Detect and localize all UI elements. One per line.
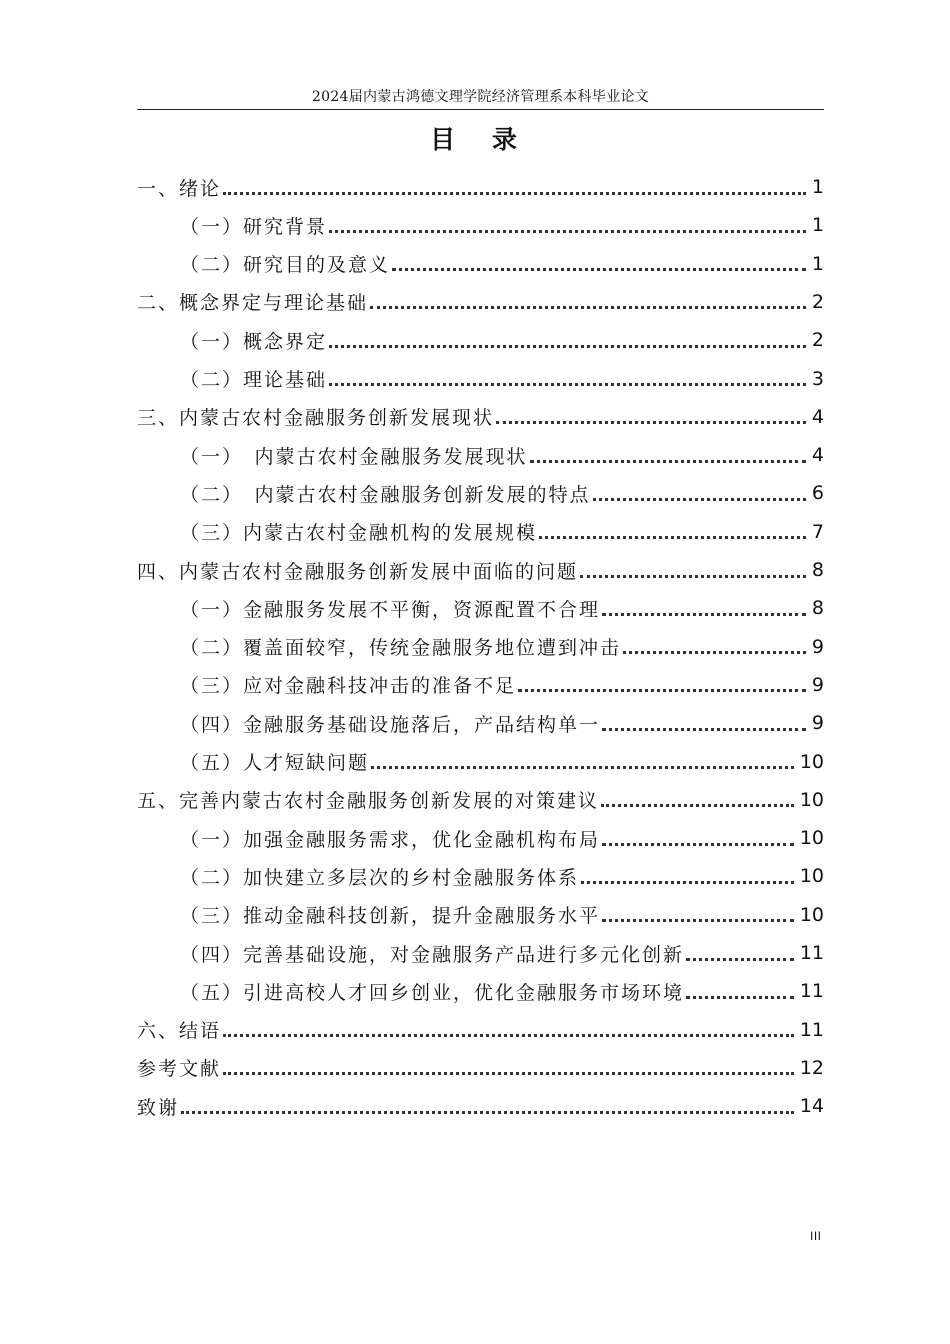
- toc-entry-title: （五）引进高校人才回乡创业，优化金融服务市场环境: [180, 981, 685, 1004]
- toc-section-entry[interactable]: [137, 551, 824, 589]
- toc-section-entry[interactable]: [137, 168, 824, 206]
- toc-entry-page-number: 1: [811, 252, 824, 275]
- toc-subsection-entry[interactable]: [180, 704, 824, 742]
- toc-entry-title: （二）加快建立多层次的乡村金融服务体系: [180, 866, 580, 889]
- dot-leader: [686, 958, 794, 961]
- toc-section-entry[interactable]: [137, 1049, 824, 1087]
- toc-entry-page-number: 9: [811, 673, 824, 696]
- toc-section-entry[interactable]: [137, 283, 824, 321]
- toc-entry-page-number: 10: [799, 750, 824, 773]
- toc-section-entry[interactable]: [137, 398, 824, 436]
- toc-entry-page-number: 14: [799, 1095, 824, 1118]
- dot-leader: [371, 766, 794, 769]
- toc-entry-title: 三、内蒙古农村金融服务创新发展现状: [137, 407, 495, 430]
- dot-leader: [518, 689, 806, 692]
- toc-entry-page-number: 1: [811, 214, 824, 237]
- toc-subsection-entry[interactable]: [180, 666, 824, 704]
- toc-entry-page-number: 10: [799, 788, 824, 811]
- toc-entry-title: （四）金融服务基础设施落后，产品结构单一: [180, 713, 601, 736]
- running-header: 2024届内蒙古鸿德文理学院经济管理系本科毕业论文: [311, 89, 650, 105]
- page-number: III: [810, 1229, 822, 1243]
- toc-entry-title: （三）应对金融科技冲击的准备不足: [180, 675, 517, 698]
- dot-leader: [181, 1111, 794, 1114]
- dot-leader: [223, 1034, 794, 1037]
- dot-leader: [601, 804, 794, 807]
- toc-section-entry[interactable]: [137, 1087, 824, 1125]
- toc-entry-page-number: 7: [811, 520, 824, 543]
- toc-entry-page-number: 10: [799, 827, 824, 850]
- toc-subsection-entry[interactable]: [180, 628, 824, 666]
- toc-subsection-entry[interactable]: [180, 896, 824, 934]
- dot-leader: [581, 881, 794, 884]
- toc-entry-page-number: 9: [811, 712, 824, 735]
- dot-leader: [530, 460, 806, 463]
- toc-entry-page-number: 9: [811, 635, 824, 658]
- dot-leader: [329, 345, 806, 348]
- toc-entry-page-number: 12: [799, 1056, 824, 1079]
- dot-leader: [602, 728, 806, 731]
- toc-entry-title: （二） 内蒙古农村金融服务创新发展的特点: [180, 483, 591, 506]
- dot-leader: [623, 651, 806, 654]
- toc-entry-title: （一）概念界定: [180, 330, 328, 353]
- toc-subsection-entry[interactable]: [180, 245, 824, 283]
- toc-subsection-entry[interactable]: [180, 513, 824, 551]
- toc-entry-page-number: 1: [811, 176, 824, 198]
- toc-entry-page-number: 6: [811, 482, 824, 505]
- dot-leader: [602, 919, 794, 922]
- toc-entry-title: 一、绪论: [137, 177, 222, 200]
- toc-entry-page-number: 2: [811, 329, 824, 352]
- toc-section-entry[interactable]: [137, 781, 824, 819]
- toc-subsection-entry[interactable]: [180, 972, 824, 1010]
- dot-leader: [580, 575, 806, 578]
- dot-leader: [496, 421, 806, 424]
- toc-entry-title: （三）推动金融科技创新，提升金融服务水平: [180, 905, 601, 928]
- toc-entry-title: （一）金融服务发展不平衡，资源配置不合理: [180, 598, 601, 621]
- toc-subsection-entry[interactable]: [180, 436, 824, 474]
- dot-leader: [602, 843, 794, 846]
- toc-entry-page-number: 8: [811, 559, 824, 581]
- toc-subsection-entry[interactable]: [180, 206, 824, 244]
- toc-entry-title: （一）研究背景: [180, 215, 328, 238]
- toc-entry-title: 二、概念界定与理论基础: [137, 292, 369, 315]
- dot-leader: [329, 230, 806, 233]
- toc-entry-title: 致谢: [137, 1096, 180, 1119]
- toc-subsection-entry[interactable]: [180, 743, 824, 781]
- toc-entry-page-number: 11: [799, 1018, 824, 1041]
- toc-subsection-entry[interactable]: [180, 934, 824, 972]
- dot-leader: [392, 268, 806, 271]
- toc-entry-title: （五）人才短缺问题: [180, 752, 370, 774]
- toc-entry-title: （二）覆盖面较窄，传统金融服务地位遭到冲击: [180, 637, 622, 660]
- toc-entry-title: （一）加强金融服务需求，优化金融机构布局: [180, 828, 601, 851]
- toc-section-entry[interactable]: [137, 1011, 824, 1049]
- dot-leader: [223, 1072, 794, 1075]
- toc-entry-title: （一） 内蒙古农村金融服务发展现状: [180, 445, 528, 468]
- toc-subsection-entry[interactable]: [180, 819, 824, 857]
- toc-entry-title: （二）研究目的及意义: [180, 254, 391, 277]
- header-rule: [137, 109, 824, 110]
- dot-leader: [329, 383, 806, 386]
- dot-leader: [686, 996, 794, 999]
- toc-subsection-entry[interactable]: [180, 321, 824, 359]
- toc-entry-title: （三）内蒙古农村金融机构的发展规模: [180, 522, 538, 545]
- toc-entry-page-number: 3: [811, 367, 824, 390]
- toc-entry-title: （四）完善基础设施，对金融服务产品进行多元化创新: [180, 943, 685, 966]
- toc-entry-title: （二）理论基础: [180, 369, 328, 391]
- toc-entry-title: 四、内蒙古农村金融服务创新发展中面临的问题: [137, 560, 579, 583]
- toc-entry-page-number: 11: [799, 980, 824, 1003]
- toc-entry-page-number: 4: [811, 444, 824, 467]
- dot-leader: [223, 192, 806, 195]
- toc-entry-title: 六、结语: [137, 1020, 222, 1043]
- toc-entry-page-number: 8: [811, 597, 824, 620]
- toc-entry-page-number: 10: [799, 903, 824, 926]
- dot-leader: [593, 498, 806, 501]
- dot-leader: [539, 536, 806, 539]
- dot-leader: [370, 306, 806, 309]
- toc-entry-title: 参考文献: [137, 1058, 222, 1081]
- dot-leader: [602, 613, 806, 616]
- toc-entry-title: 五、完善内蒙古农村金融服务创新发展的对策建议: [137, 790, 600, 813]
- toc-entry-page-number: 2: [811, 290, 824, 313]
- page-title: 目 录: [430, 125, 531, 154]
- toc-subsection-entry[interactable]: [180, 360, 824, 398]
- toc-subsection-entry[interactable]: [180, 474, 824, 512]
- toc-subsection-entry[interactable]: [180, 589, 824, 627]
- toc-entry-page-number: 4: [811, 405, 824, 428]
- toc-entry-page-number: 11: [799, 942, 824, 964]
- toc-entry-page-number: 10: [799, 865, 824, 888]
- toc-subsection-entry[interactable]: [180, 857, 824, 895]
